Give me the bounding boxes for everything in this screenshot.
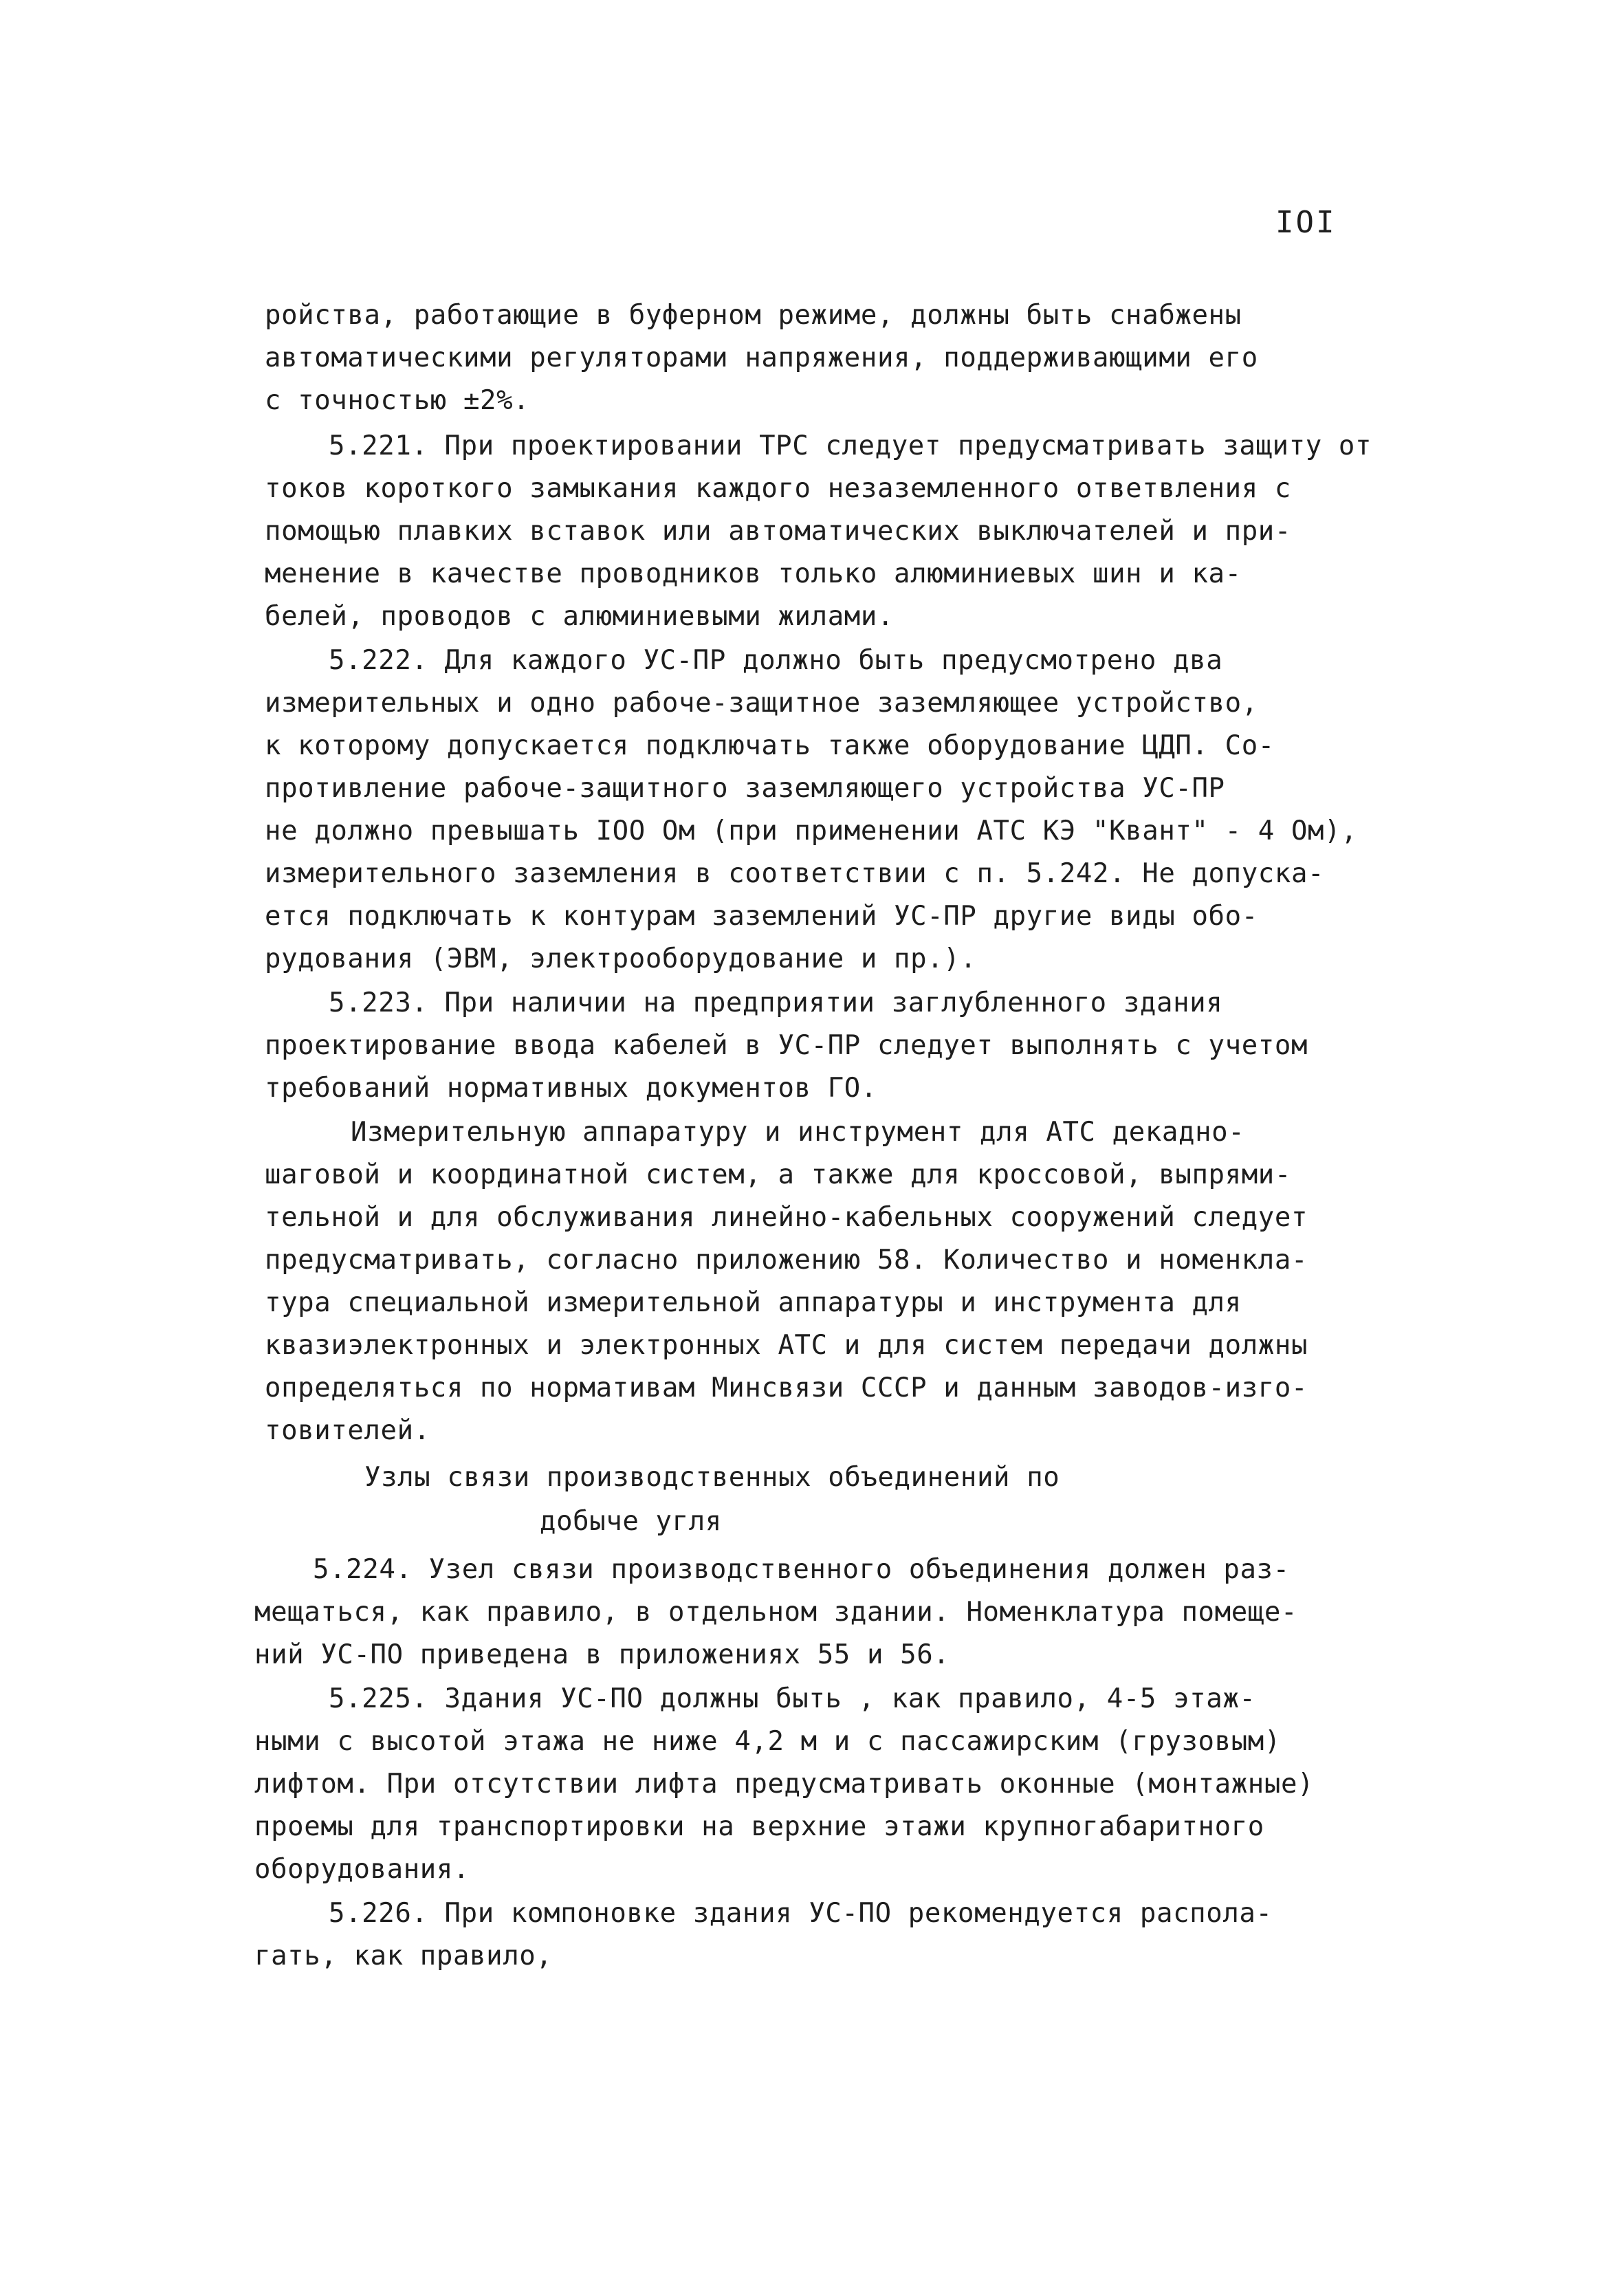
paragraph-5-224-start: 5.224. Узел связи производственного объединения должен раз- <box>313 1554 1290 1585</box>
text-line: требований нормативных документов ГО. <box>265 1073 877 1104</box>
text-line: тура специальной измерительной аппаратуры и инструмента для <box>265 1287 1242 1318</box>
text-line: шаговой и координатной систем, а также для кроссовой, выпрями- <box>265 1159 1291 1190</box>
paragraph-5-222-start: 5.222. Для каждого УС-ПР должно быть предусмотрено два <box>329 645 1223 676</box>
text-line: измерительного заземления в соответствии с п. 5.242. Не допуска- <box>265 858 1325 889</box>
text-line: оборудования. <box>254 1854 470 1885</box>
text-line: токов короткого замыкания каждого незаземленного ответвления с <box>265 473 1291 504</box>
text-line: ется подключать к контурам заземлений УС-ПР другие виды обо- <box>265 901 1258 932</box>
text-line: с точностью ±2%. <box>265 385 530 416</box>
text-line: товителей. <box>265 1415 430 1446</box>
paragraph-5-223-start: 5.223. При наличии на предприятии заглубленного здания <box>329 987 1223 1018</box>
paragraph-5-225-start: 5.225. Здания УС-ПО должны быть , как правило, 4-5 этаж- <box>329 1683 1256 1714</box>
text-line: автоматическими регуляторами напряжения, поддерживающими его <box>265 342 1258 373</box>
paragraph-5-226-start: 5.226. При компоновке здания УС-ПО рекомендуется распола- <box>329 1898 1273 1929</box>
text-line: противление рабоче-защитного заземляющего устройства УС-ПР <box>265 773 1225 804</box>
text-line: ными с высотой этажа не ниже 4,2 м и с пассажирским (грузовым) <box>254 1726 1281 1757</box>
text-line: не должно превышать IOO Ом (при применении АТС КЭ "Квант" - 4 Ом), <box>265 816 1358 846</box>
text-line: белей, проводов с алюминиевыми жилами. <box>265 601 895 632</box>
text-line: квазиэлектронных и электронных АТС и для систем передачи должны <box>265 1330 1308 1361</box>
text-line: тельной и для обслуживания линейно-кабельных сооружений следует <box>265 1202 1308 1233</box>
text-line: определяться по нормативам Минсвязи СССР и данным заводов-изго- <box>265 1373 1308 1403</box>
text-line: измерительных и одно рабоче-защитное заземляющее устройство, <box>265 688 1258 719</box>
paragraph-5-221-start: 5.221. При проектировании ТРС следует предусматривать защиту от <box>329 430 1372 461</box>
section-heading-line-2: добыче угля <box>540 1506 722 1537</box>
section-heading-line-1: Узлы связи производственных объединений по <box>364 1462 1060 1493</box>
paragraph-measuring-start: Измерительную аппаратуру и инструмент для АТС декадно- <box>351 1117 1245 1148</box>
text-line: лифтом. При отсутствии лифта предусматривать оконные (монтажные) <box>254 1769 1315 1800</box>
text-line: к которому допускается подключать также оборудование ЦДП. Со- <box>265 730 1275 761</box>
text-line: проемы для транспортировки на верхние этажи крупногабаритного <box>254 1811 1264 1842</box>
text-line: рудования (ЭВМ, электрооборудование и пр.). <box>265 943 977 974</box>
page-number: IOI <box>1275 205 1337 240</box>
text-line: проектирование ввода кабелей в УС-ПР следует выполнять с учетом <box>265 1030 1308 1061</box>
text-line: мещаться, как правило, в отдельном здании. Номенклатура помеще- <box>254 1597 1298 1628</box>
text-line: ний УС-ПО приведена в приложениях 55 и 56. <box>254 1639 950 1670</box>
text-line: ройства, работающие в буферном режиме, должны быть снабжены <box>265 300 1242 331</box>
text-line: гать, как правило, <box>254 1940 553 1971</box>
text-line: помощью плавких вставок или автоматических выключателей и при- <box>265 516 1291 547</box>
text-line: предусматривать, согласно приложению 58. Количество и номенкла- <box>265 1245 1308 1276</box>
text-line: менение в качестве проводников только алюминиевых шин и ка- <box>265 558 1242 589</box>
